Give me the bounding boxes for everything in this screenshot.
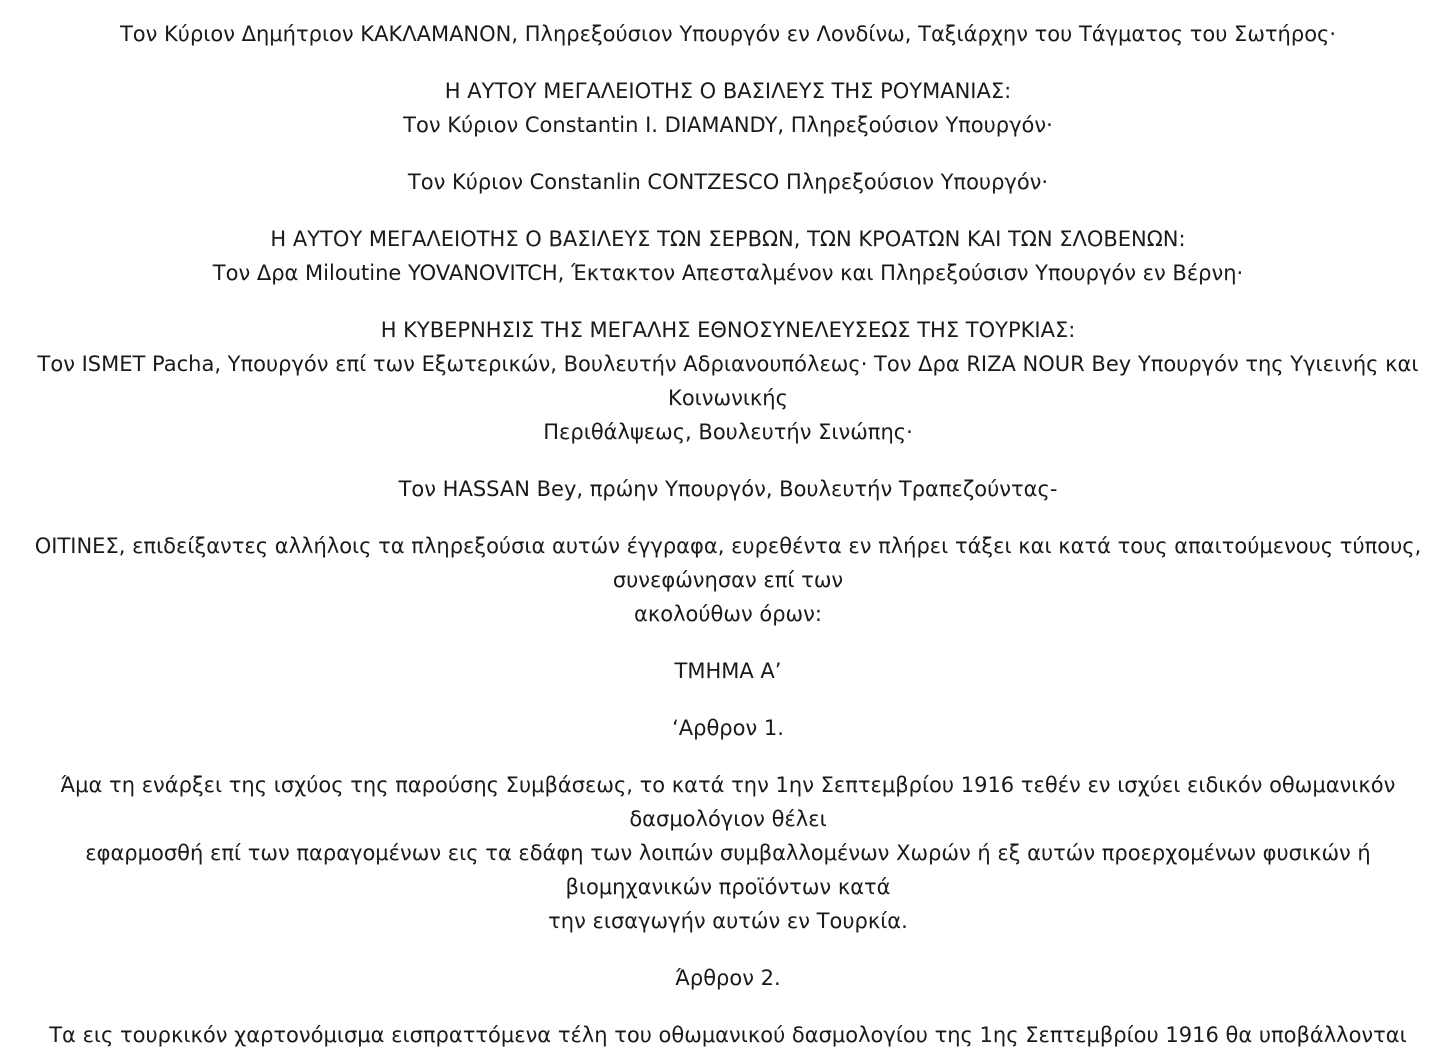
text-line: βιομηχανικών προϊόντων κατά (565, 875, 891, 899)
paragraph-kaklamanos (22, 17, 1434, 51)
text-line: Κοινωνικής (668, 386, 788, 410)
text-line: Περιθάλψεως, Βουλευτήν Σινώπης· (543, 420, 913, 444)
section-title (22, 654, 1434, 688)
section-heading-turkey: Η ΚΥΒΕΡΝΗΣΙΣ ΤΗΣ ΜΕΓΑΛΗΣ ΕΘΝΟΣΥΝΕΛΕΥΣΕΩΣ ΤΗΣ ΤΟΥΡΚΙΑΣ: (380, 318, 1076, 342)
text-line: την εισαγωγήν αυτών εν Τουρκία. (548, 909, 908, 933)
section-title-text: ΤΜΗΜΑ Α’ (674, 659, 782, 683)
section-heading-romania: Η ΑΥΤΟΥ ΜΕΓΑΛΕΙΟΤΗΣ Ο ΒΑΣΙΛΕΥΣ ΤΗΣ ΡΟΥΜΑΝΙΑΣ: (444, 79, 1012, 103)
article-1-heading (22, 711, 1434, 745)
article-1-body (22, 768, 1434, 938)
text-line: ακολούθων όρων: (634, 602, 822, 626)
paragraph-oitines (22, 529, 1434, 631)
paragraph-serbia (22, 222, 1434, 290)
text-line: Τον Κύριον Constantin I. DIAMANDY, Πληρεξούσιον Υπουργόν· (403, 113, 1053, 137)
text-line: ΟΙΤΙΝΕΣ, επιδείξαντες αλλήλοις τα πληρεξούσια αυτών έγγραφα, ευρεθέντα εν πλήρει τάξει και κατά τους απαιτούμενους τύπους, (34, 534, 1422, 558)
section-heading-serbia: Η ΑΥΤΟΥ ΜΕΓΑΛΕΙΟΤΗΣ Ο ΒΑΣΙΛΕΥΣ ΤΩΝ ΣΕΡΒΩΝ, ΤΩΝ ΚΡΟΑΤΩΝ ΚΑΙ ΤΩΝ ΣΛΟΒΕΝΩΝ: (270, 227, 1186, 251)
text-line: εφαρμοσθή επί των παραγομένων εις τα εδάφη των λοιπών συμβαλλομένων Χωρών ή εξ αυτών προερχομένων φυσικών ή (85, 841, 1371, 865)
paragraph-contzesco (22, 165, 1434, 199)
article-2-heading (22, 961, 1434, 995)
text-line: Τον Δρα Miloutine YOVANOVITCH, Έκτακτον Απεσταλμένον και Πληρεξούσισν Υπουργόν εν Βέρνη· (212, 261, 1244, 285)
paragraph-hassan (22, 472, 1434, 506)
article-2-body (22, 1018, 1434, 1052)
text-line: Άμα τη ενάρξει της ισχύος της παρούσης Συμβάσεως, το κατά την 1ην Σεπτεμβρίου 1916 τεθέν εν ισχύει ειδικόν οθωμανικόν (60, 773, 1396, 797)
text-line: Τον Κύριον Constanlin CONTZESCO Πληρεξούσιον Υπουργόν· (407, 170, 1049, 194)
text-line: Τα εις τουρκικόν χαρτονόμισμα εισπραττόμενα τέλη του οθωμανικού δασμολογίου της 1ης Σεπτεμβρίου 1916 θα υποβάλλονται (49, 1023, 1407, 1047)
paragraph-romania (22, 74, 1434, 142)
article-heading-text: ‘Αρθρον 1. (672, 716, 784, 740)
text-line: Τον HASSAN Bey, πρώην Υπουργόν, Βουλευτήν Τραπεζούντας- (398, 477, 1058, 501)
article-heading-text: Άρθρον 2. (675, 966, 781, 990)
paragraph-turkey (22, 313, 1434, 449)
text-line: δασμολόγιον θέλει (629, 807, 827, 831)
text-line: συνεφώνησαν επί των (612, 568, 844, 592)
text-line: Τον ISMET Pacha, Υπουργόν επί των Εξωτερικών, Βουλευτήν Αδριανουπόλεως· Τον Δρα RIZA NOUR Bey Υπουργόν της Υγιεινής και (37, 352, 1419, 376)
text-line: Τον Κύριον Δημήτριον ΚΑΚΛΑΜΑΝΟΝ, Πληρεξούσιον Υπουργόν εν Λονδίνω, Ταξιάρχην του Τάγματος του Σωτήρος· (119, 22, 1337, 46)
